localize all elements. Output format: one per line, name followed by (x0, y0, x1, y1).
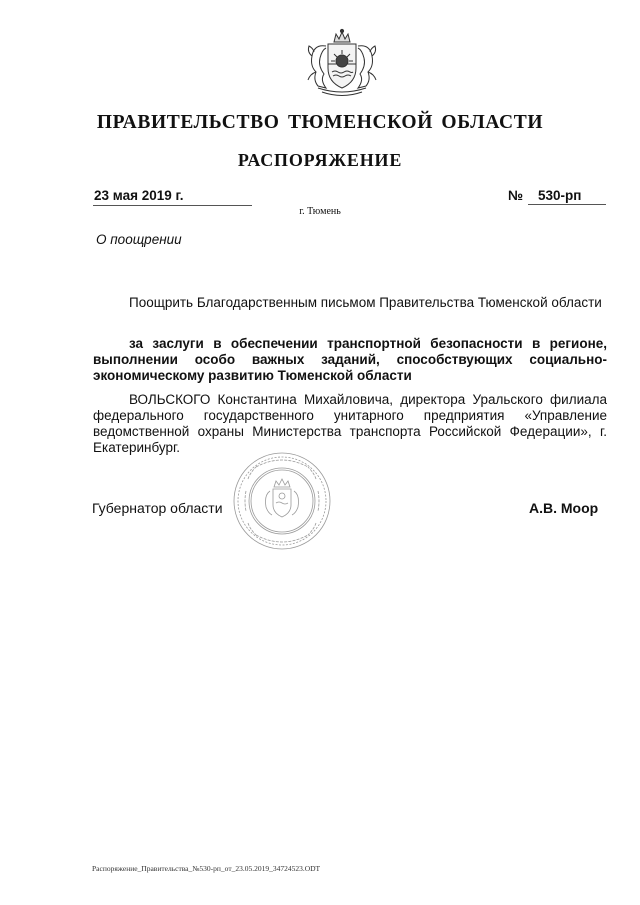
signatory-name: А.В. Моор (529, 500, 599, 516)
body-paragraph-1: Поощрить Благодарственным письмом Правительства Тюменской области (129, 295, 602, 310)
document-subject: О поощрении (96, 232, 182, 247)
body-paragraph-3: ВОЛЬСКОГО Константина Михайловича, директора Уральского филиала федерального государственного унитарного предприятия «Управление ведомственной охраны Министерства транспорта Российской Федерации», г. Екатеринбург. (93, 392, 607, 455)
signatory-position: Губернатор области (92, 500, 223, 516)
number-value: 530-рп (528, 188, 606, 205)
body-paragraph-2: за заслуги в обеспечении транспортной безопасности в регионе, выполнении особо важных заданий, способствующих социально-экономическому развитию Тюменской области (93, 336, 607, 383)
number-sign: № (508, 188, 524, 203)
tyumen-coat-of-arms-icon (304, 28, 380, 100)
organization-title: ПРАВИТЕЛЬСТВО ТЮМЕНСКОЙ ОБЛАСТИ (96, 112, 544, 133)
footer-filename: Распоряжение_Правительства_№530-рп_от_23.05.2019_34724523.ODT (92, 864, 321, 873)
document-date: 23 мая 2019 г. (93, 188, 252, 206)
document-type: РАСПОРЯЖЕНИЕ (237, 150, 403, 170)
official-seal-stamp-icon (232, 451, 332, 551)
document-number (508, 188, 606, 205)
city: г. Тюмень (299, 206, 341, 217)
